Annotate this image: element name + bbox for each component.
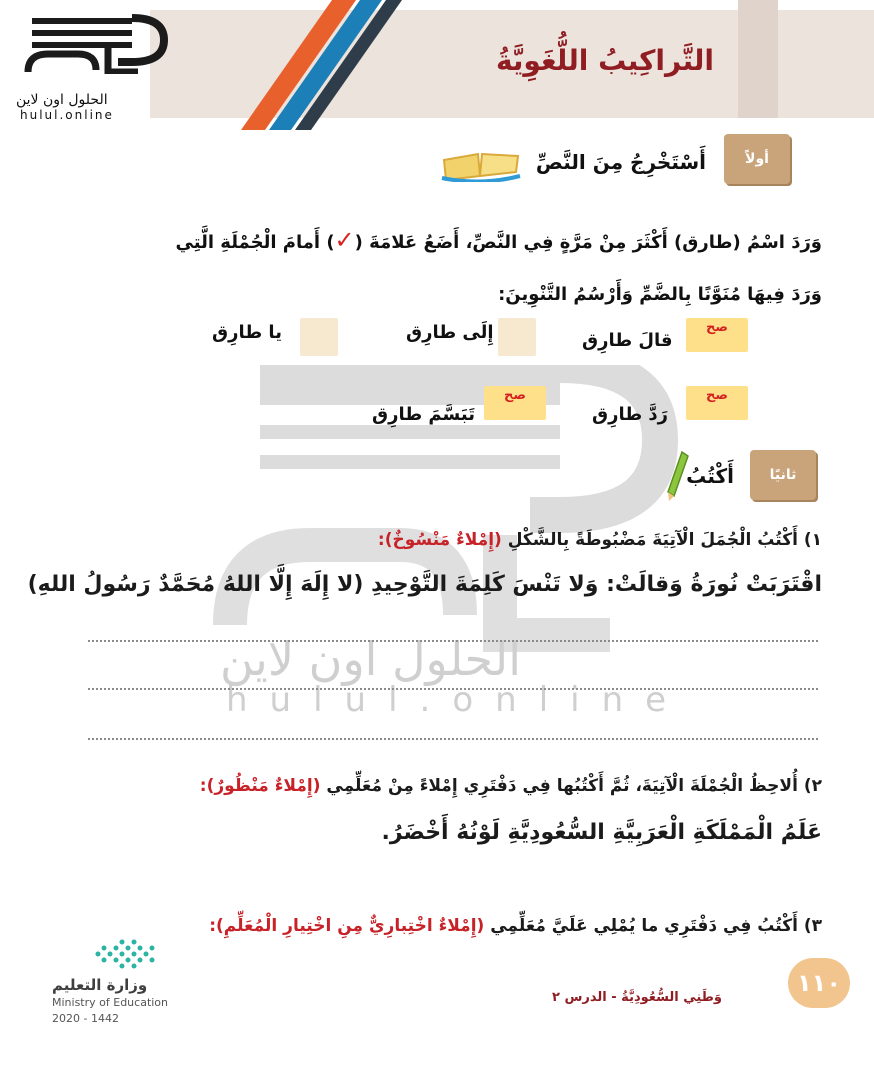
answer-box[interactable] xyxy=(484,386,546,420)
answer-mark: صح xyxy=(706,320,728,335)
answer-box[interactable] xyxy=(686,386,748,420)
item2-sentence: عَلَمُ الْمَمْلَكَةِ الْعَرَبِيَّةِ السُّعُودِيَّةِ لَوْنُهُ أَخْضَرُ. xyxy=(381,820,822,845)
writing-line[interactable] xyxy=(88,640,818,642)
option-text: رَدَّ طارِق xyxy=(592,404,669,425)
site-logo xyxy=(18,14,168,74)
section2-badge: ثانيًا xyxy=(750,450,816,500)
writing-line[interactable] xyxy=(88,738,818,740)
edition-year: 2020 - 1442 xyxy=(52,1012,119,1025)
item2-instruction xyxy=(200,776,822,796)
section1-title: أَسْتَخْرِجُ مِنَ النَّصِّ xyxy=(535,150,706,174)
answer-box[interactable] xyxy=(300,318,338,356)
page-number: ١١٠ xyxy=(788,958,850,1008)
item1-instruction xyxy=(378,530,822,550)
section2-title: أَكْتُبُ xyxy=(686,464,734,488)
item2-instruction-text: ٢) أُلاحِظُ الْجُمْلَةَ الْآتِيَةَ، ثُمَّ أَكْتُبُها فِي دَفْتَرِي إِمْلاءً مِنْ مُعَلِّمِي xyxy=(326,776,822,796)
item1-tag: (إِمْلاءٌ مَنْسُوخٌ): xyxy=(377,530,502,550)
section1-badge: أولاً xyxy=(724,134,790,184)
section1-instruction-line2: وَرَدَ فِيهَا مُنَوَّنًا بِالضَّمِّ وَأَرْسُمُ التَّنْوِينَ: xyxy=(498,284,822,305)
item3-instruction-text: ٣) أَكْتُبُ فِي دَفْتَرِي ما يُمْلِي عَلَيَّ مُعَلِّمِي xyxy=(490,916,822,936)
item1-instruction-text: ١) أَكْتُبُ الْجُمَلَ الْآتِيَةَ مَضْبُوطَةً بِالشَّكْلِ xyxy=(507,530,822,550)
answer-mark: صح xyxy=(706,388,728,403)
option-text: يا طارِق xyxy=(212,322,282,343)
section1-instruction-line1 xyxy=(42,226,822,254)
ministry-english-name: Ministry of Education xyxy=(52,996,169,1009)
watermark-arabic: الحلول اون لاين xyxy=(220,632,521,686)
instruction-text-b: ) أَمامَ الْجُمْلَةِ الَّتِي xyxy=(175,232,335,253)
title-ornament xyxy=(738,0,778,118)
answer-box[interactable] xyxy=(498,318,536,356)
option-text: إِلَى طارِق xyxy=(406,322,494,343)
check-icon: ✓ xyxy=(334,226,355,254)
item3-tag: (إِمْلاءٌ اخْتِبارِيٌّ مِنِ اخْتِيارِ الْمُعَلِّمِ): xyxy=(209,916,485,936)
ministry-arabic-name: وزارة التعليم xyxy=(52,976,148,994)
option-text: تَبَسَّمَ طارِق xyxy=(372,404,475,425)
pencil-icon xyxy=(666,450,690,502)
answer-box[interactable] xyxy=(686,318,748,352)
item3-instruction xyxy=(209,916,822,936)
logo-arabic-tagline: الحلول اون لاين xyxy=(16,92,108,108)
open-book-icon xyxy=(440,150,522,182)
watermark-latin: hulul.online xyxy=(226,680,689,720)
ministry-emblem-icon xyxy=(92,934,160,974)
item1-sentence: اقْتَرَبَتْ نُورَةُ وَقالَتْ: وَلا تَنْسَ كَلِمَةَ التَّوْحِيدِ (لا إِلَهَ إِلَّا اللهُ مُحَمَّدٌ رَسُولُ اللهِ) xyxy=(27,572,822,597)
instruction-text-a: وَرَدَ اسْمُ (طارق) أَكْثَرَ مِنْ مَرَّةٍ فِي النَّصِّ، أَضَعُ عَلامَةَ ( xyxy=(354,232,822,253)
item2-tag: (إِمْلاءٌ مَنْظُورٌ): xyxy=(199,776,321,796)
option-text: قالَ طارِق xyxy=(582,330,673,351)
page-title: التَّراكِيبُ اللُّغَوِيَّةُ xyxy=(495,44,714,77)
writing-line[interactable] xyxy=(88,688,818,690)
answer-mark: صح xyxy=(504,388,526,403)
logo-latin-text: hulul.online xyxy=(20,108,114,122)
lesson-label: وَطَنِي السُّعُودِيَّةُ - الدرس ٢ xyxy=(552,990,722,1005)
